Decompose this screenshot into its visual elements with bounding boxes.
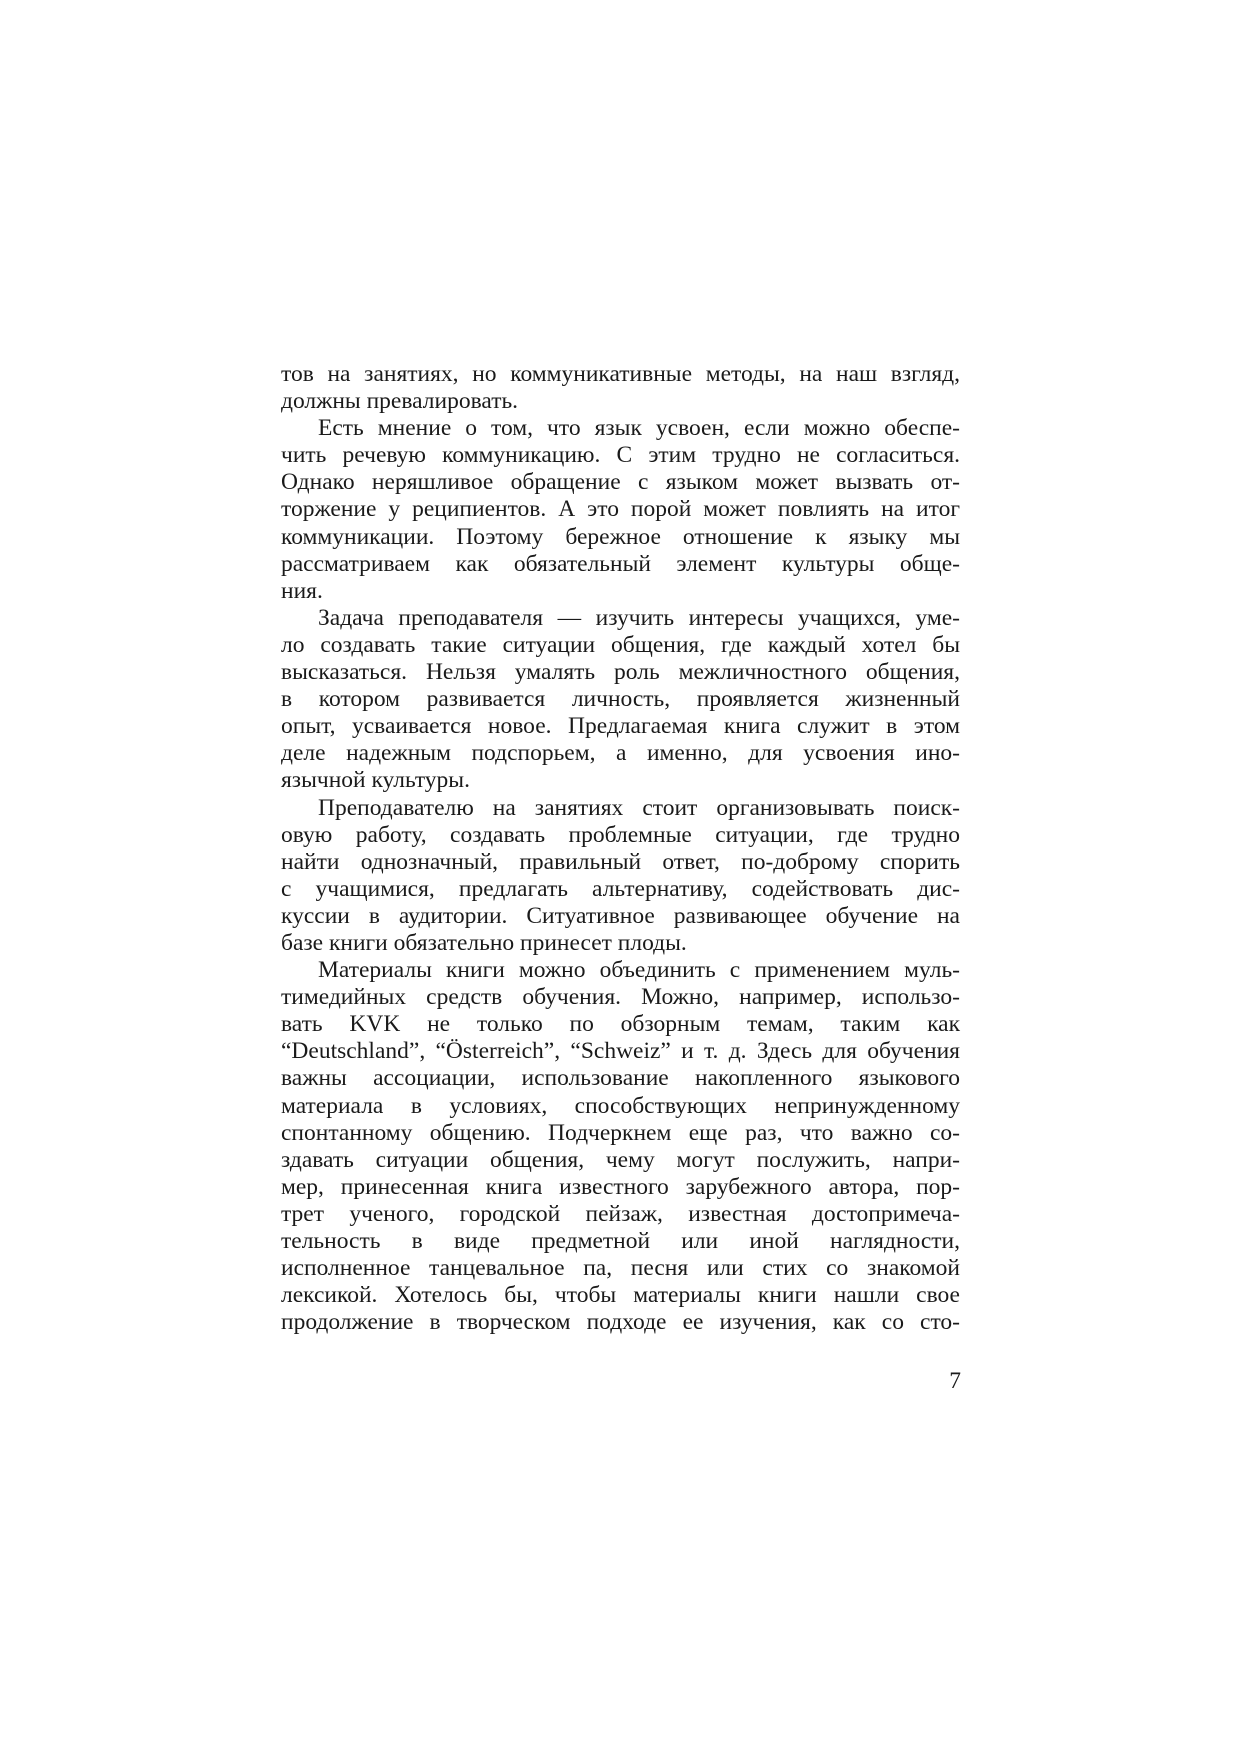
paragraph	[281, 415, 960, 605]
text-line: здавать ситуации общения, чему могут послужить, напри-	[281, 1146, 960, 1173]
text-line: вать KVK не только по обзорным темам, таким как	[281, 1011, 960, 1038]
text-line: ния.	[281, 577, 323, 604]
body-text	[281, 361, 960, 1336]
text-line: с учащимися, предлагать альтернативу, содействовать дис-	[281, 875, 960, 902]
page-number: 7	[949, 1368, 961, 1394]
text-line: коммуникации. Поэтому бережное отношение к языку мы	[281, 523, 960, 550]
text-line: важны ассоциации, использование накопленного языкового	[281, 1065, 960, 1092]
text-line: Преподавателю на занятиях стоит организовывать поиск-	[318, 794, 960, 821]
paragraph	[281, 957, 960, 1336]
text-line: язычной культуры.	[281, 767, 470, 794]
text-line: базе книги обязательно принесет плоды.	[281, 929, 687, 956]
text-line: Однако неряшливое обращение с языком может вызвать от-	[281, 469, 960, 496]
text-line: овую работу, создавать проблемные ситуации, где трудно	[281, 821, 960, 848]
text-line: Материалы книги можно объединить с применением муль-	[318, 957, 960, 984]
paragraph	[281, 605, 960, 795]
text-line: рассматриваем как обязательный элемент культуры обще-	[281, 550, 960, 577]
text-line: тимедийных средств обучения. Можно, например, использо-	[281, 984, 960, 1011]
text-line: куссии в аудитории. Ситуативное развивающее обучение на	[281, 902, 960, 929]
text-line: ло создавать такие ситуации общения, где каждый хотел бы	[281, 631, 960, 658]
text-line: деле надежным подспорьем, а именно, для усвоения ино-	[281, 740, 960, 767]
text-line: мер, принесенная книга известного зарубежного автора, пор-	[281, 1173, 960, 1200]
text-line: лексикой. Хотелось бы, чтобы материалы книги нашли свое	[281, 1282, 960, 1309]
text-line: в котором развивается личность, проявляется жизненный	[281, 686, 960, 713]
text-line: исполненное танцевальное па, песня или стих со знакомой	[281, 1255, 960, 1282]
text-line: спонтанному общению. Подчеркнем еще раз, что важно со-	[281, 1119, 960, 1146]
text-line: Есть мнение о том, что язык усвоен, если можно обеспе-	[318, 415, 960, 442]
text-line: опыт, усваивается новое. Предлагаемая книга служит в этом	[281, 713, 960, 740]
text-line: тельность в виде предметной или иной наглядности,	[281, 1228, 960, 1254]
text-line: найти однозначный, правильный ответ, по-доброму спорить	[281, 848, 960, 875]
text-line: торжение у реципиентов. А это порой может повлиять на итог	[281, 496, 960, 523]
text-line: продолжение в творческом подходе ее изучения, как со сто-	[281, 1309, 960, 1336]
text-line: трет ученого, городской пейзаж, известная достопримеча-	[281, 1200, 960, 1227]
paragraph	[281, 795, 960, 958]
text-line: чить речевую коммуникацию. С этим трудно не согласиться.	[281, 442, 960, 469]
text-line: материала в условиях, способствующих непринужденному	[281, 1092, 960, 1119]
text-line: Задача преподавателя — изучить интересы учащихся, уме-	[318, 604, 960, 631]
text-line: “Deutschland”, “Österreich”, “Schweiz” и т. д. Здесь для обучения	[281, 1038, 960, 1065]
text-line: высказаться. Нельзя умалять роль межличностного общения,	[281, 659, 960, 686]
text-line: должны превалировать.	[281, 388, 519, 415]
paragraph	[281, 361, 960, 415]
text-line: тов на занятиях, но коммуникативные методы, на наш взгляд,	[281, 361, 960, 387]
